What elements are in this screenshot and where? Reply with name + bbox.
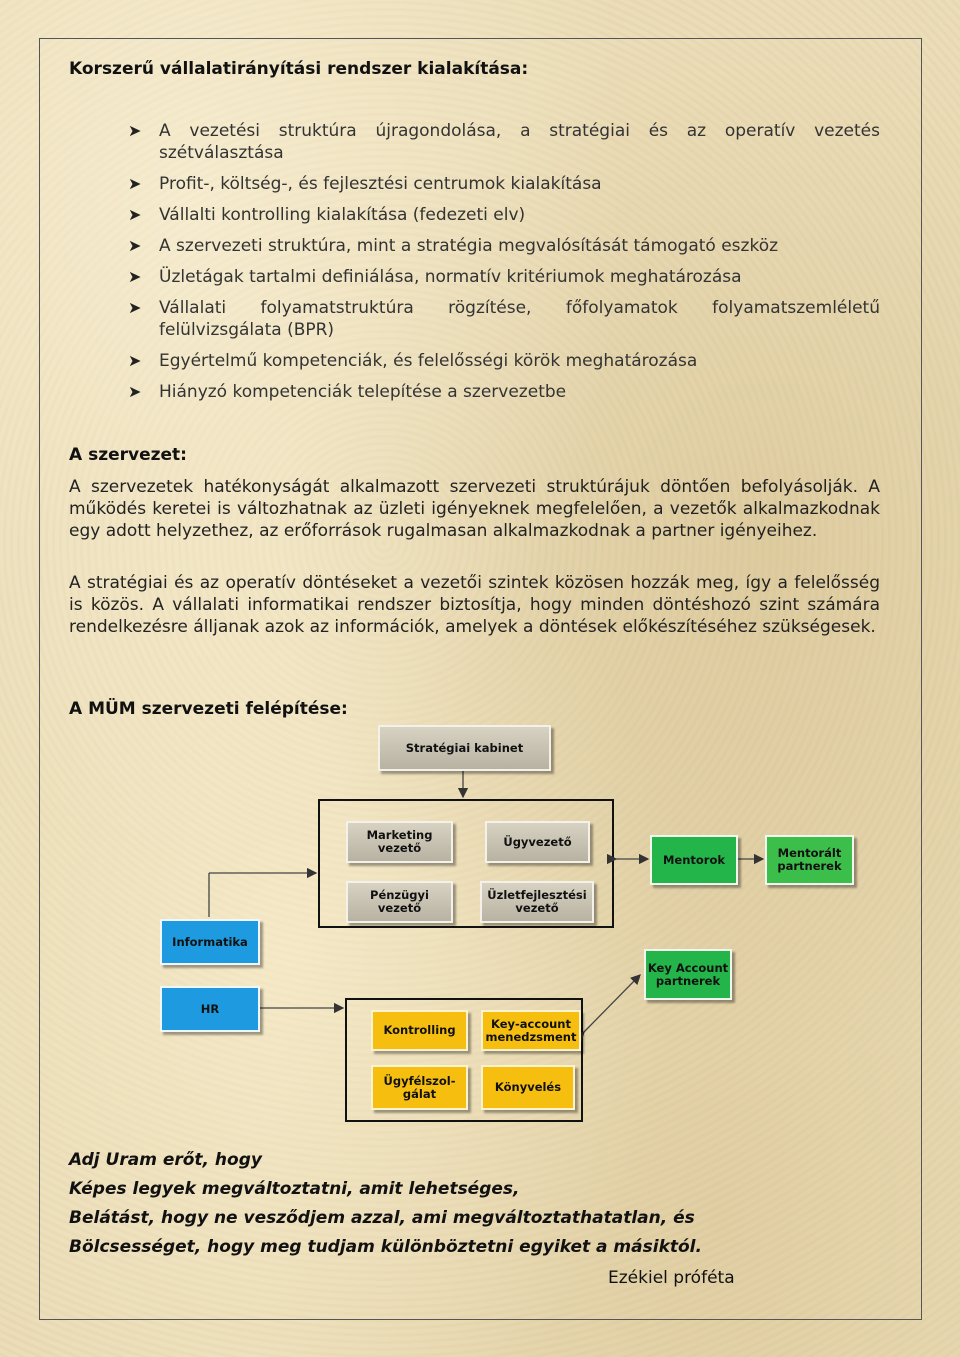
quote-line: Képes legyek megváltoztatni, amit lehetséges, (69, 1179, 520, 1199)
marketing-box: Marketing vezető (346, 821, 453, 863)
paragraph-decisions: A stratégiai és az operatív döntéseket a vezetői szintek közösen hozzák meg, így a felelősség is közös. A vállalati informatikai rendszer biztosítja, hogy minden döntéshozó szint számára rendelkezésre álljanak azok az információk, amelyek a döntések előkészítéséhez szükségesek. (69, 573, 880, 637)
hr-box: HR (160, 986, 260, 1032)
list-item: ➤ Vállalti kontrolling kialakítása (fedezeti elv) (128, 205, 526, 225)
arrowhead-bullet-icon: ➤ (128, 174, 142, 193)
mentored-partners-box: Mentorált partnerek (765, 835, 854, 885)
customer-service-box: Ügyfélszol- gálat (371, 1065, 468, 1110)
quote-line: Adj Uram erőt, hogy (69, 1150, 262, 1170)
arrowhead-bullet-icon: ➤ (128, 298, 142, 317)
arrowhead-bullet-icon: ➤ (128, 236, 142, 255)
mentors-box: Mentorok (650, 835, 738, 885)
controlling-box: Kontrolling (371, 1010, 468, 1051)
arrowhead-bullet-icon: ➤ (128, 351, 142, 370)
list-item: ➤ Üzletágak tartalmi definiálása, normatív kritériumok meghatározása (128, 267, 742, 287)
list-item: ➤ Egyértelmű kompetenciák, és felelősségi körök meghatározása (128, 351, 698, 371)
arrowhead-bullet-icon: ➤ (128, 205, 142, 224)
heading-modern-management: Korszerű vállalatirányítási rendszer kialakítása: (69, 59, 529, 79)
quote-attribution: Ezékiel próféta (608, 1268, 735, 1288)
quote-line: Belátást, hogy ne vesződjem azzal, ami megváltoztathatatlan, és (69, 1208, 695, 1228)
finance-box: Pénzügyi vezető (346, 881, 453, 923)
accounting-box: Könyvelés (481, 1065, 575, 1110)
arrowhead-bullet-icon: ➤ (128, 121, 142, 140)
key-account-partners-box: Key Account partnerek (644, 949, 732, 1000)
arrowhead-bullet-icon: ➤ (128, 382, 142, 401)
list-item: ➤ A vezetési struktúra újragondolása, a stratégiai és az operatív vezetés szétválasztása (128, 121, 880, 163)
connector-key-account (584, 975, 640, 1032)
ceo-box: Ügyvezető (485, 821, 590, 863)
quote-line: Bölcsességet, hogy meg tudjam különböztetni egyiket a másiktól. (69, 1237, 702, 1257)
strategic-cabinet-box: Stratégiai kabinet (378, 725, 551, 771)
list-item: ➤ Profit-, költség-, és fejlesztési centrumok kialakítása (128, 174, 602, 194)
heading-mum-structure: A MÜM szervezeti felépítése: (69, 699, 348, 719)
heading-organization: A szervezet: (69, 445, 187, 465)
list-item: ➤ Hiányzó kompetenciák telepítése a szervezetbe (128, 382, 567, 402)
key-account-mgmt-box: Key-account menedzsment (481, 1010, 581, 1051)
paragraph-organization: A szervezetek hatékonyságát alkalmazott szervezeti struktúrájuk döntően befolyásolják. A működés keretei is változhatnak az üzleti igényeknek megfelelően, a vezetők alkalmazkodnak egy adott helyzethez, az erőforrások rugalmasan alkalmazkodnak a partner igényeihez. (69, 477, 880, 541)
it-box: Informatika (160, 919, 260, 965)
list-item: ➤ A szervezeti struktúra, mint a stratégia megvalósítását támogató eszköz (128, 236, 779, 256)
arrowhead-bullet-icon: ➤ (128, 267, 142, 286)
business-dev-box: Üzletfejlesztési vezető (480, 881, 594, 923)
list-item: ➤ Vállalati folyamatstruktúra rögzítése, főfolyamatok folyamatszemléletű felülvizsgálata (BPR) (128, 298, 880, 340)
